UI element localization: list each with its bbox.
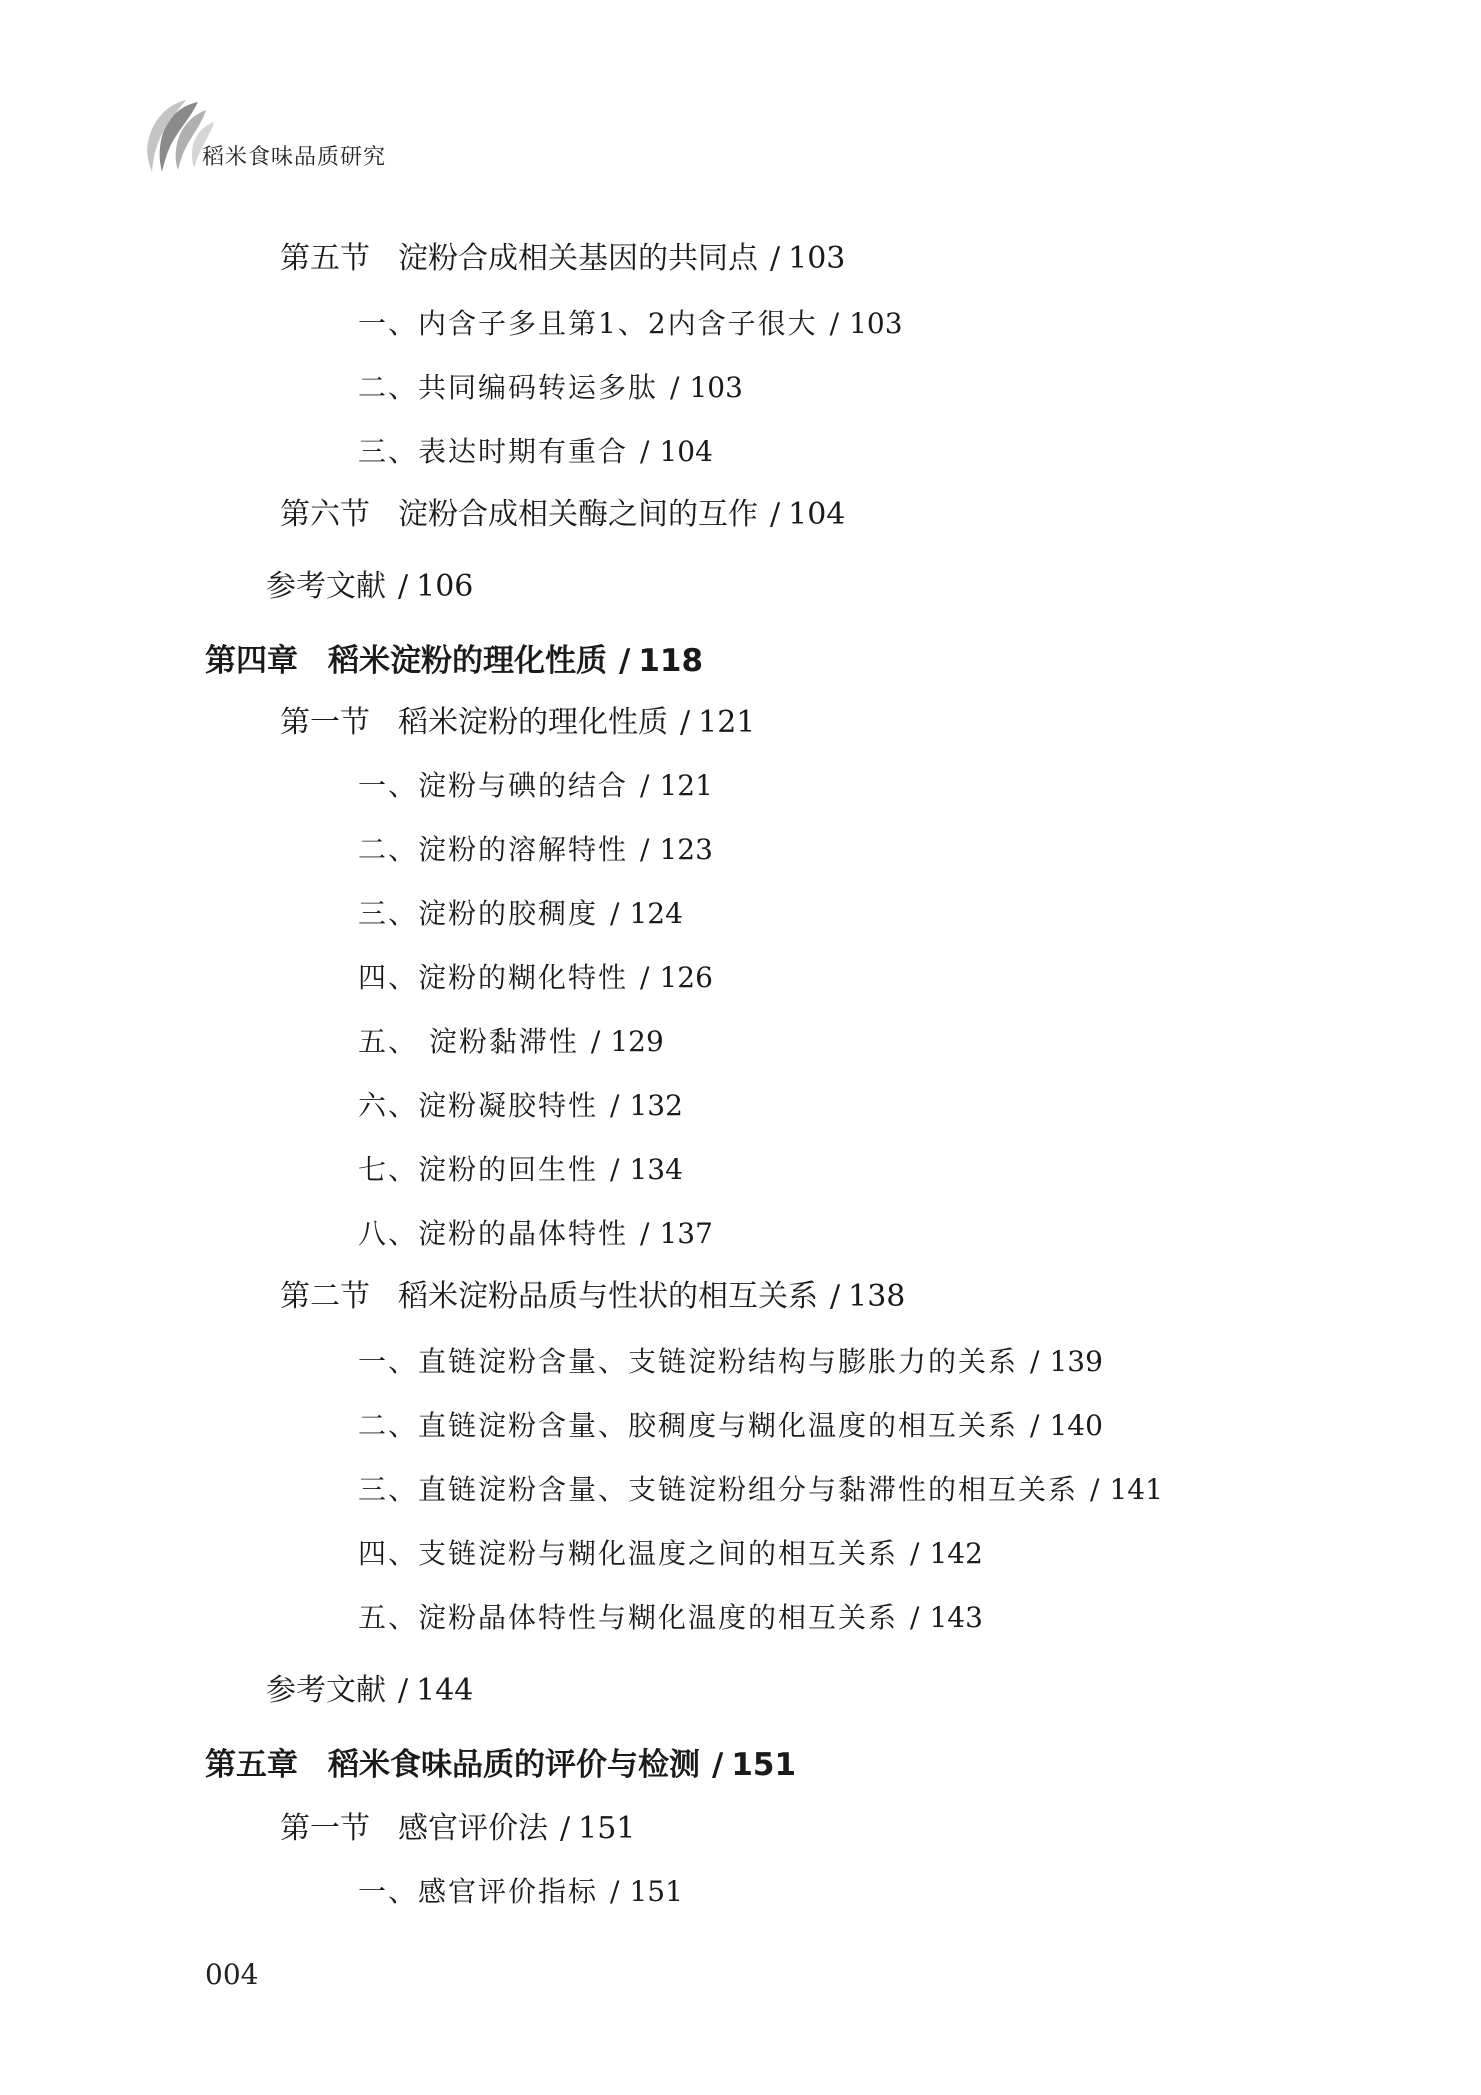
toc-item-entry[interactable] [358, 1409, 1103, 1442]
toc-references-entry[interactable] [266, 1673, 474, 1708]
toc-entry-title: 七、淀粉的回生性 [358, 1153, 599, 1186]
toc-section-entry[interactable] [280, 1279, 906, 1314]
toc-item-entry[interactable] [358, 1217, 713, 1250]
toc-separator: / [1030, 1345, 1042, 1378]
toc-item-entry[interactable] [358, 1875, 683, 1908]
toc-entry-page: 138 [848, 1279, 906, 1314]
toc-separator: / [640, 961, 652, 994]
toc-entry-label: 第五节 [280, 241, 370, 276]
toc-entry-title: 参考文献 [266, 569, 386, 604]
toc-separator: / [640, 1217, 652, 1250]
toc-entry-title: 二、直链淀粉含量、胶稠度与糊化温度的相互关系 [358, 1409, 1019, 1442]
toc-entry-title: 稻米淀粉的理化性质 [398, 705, 668, 740]
toc-references-entry[interactable] [266, 569, 474, 604]
toc-item-entry[interactable] [358, 1153, 683, 1186]
toc-separator: / [619, 643, 631, 679]
toc-entry-page: 151 [731, 1747, 797, 1783]
toc-item-entry[interactable] [358, 435, 713, 468]
toc-item-entry[interactable] [358, 1537, 983, 1570]
toc-entry-title: 淀粉合成相关基因的共同点 [398, 241, 758, 276]
page-number: 004 [205, 1958, 259, 1991]
toc-chapter-entry[interactable] [205, 1747, 797, 1783]
toc-separator: / [770, 497, 781, 532]
toc-entry-title: 淀粉合成相关酶之间的互作 [398, 497, 758, 532]
toc-entry-title: 一、直链淀粉含量、支链淀粉结构与膨胀力的关系 [358, 1345, 1019, 1378]
toc-separator: / [1090, 1473, 1102, 1506]
toc-separator: / [398, 569, 409, 604]
toc-entry-page: 123 [659, 833, 713, 866]
toc-entry-page: 139 [1049, 1345, 1103, 1378]
toc-entry-title: 二、共同编码转运多肽 [358, 371, 659, 404]
running-header-title: 稻米食味品质研究 [202, 145, 387, 170]
toc-entry-page: 104 [659, 435, 713, 468]
toc-separator: / [610, 1153, 622, 1186]
toc-entry-label: 第二节 [280, 1279, 370, 1314]
toc-entry-title: 五、 淀粉黏滞性 [358, 1025, 579, 1058]
toc-entry-page: 141 [1109, 1473, 1163, 1506]
toc-entry-page: 126 [659, 961, 713, 994]
toc-entry-title: 三、表达时期有重合 [358, 435, 629, 468]
toc-entry-page: 121 [698, 705, 756, 740]
toc-item-entry[interactable] [358, 961, 713, 994]
toc-entry-page: 121 [659, 769, 713, 802]
toc-entry-title: 稻米食味品质的评价与检测 [328, 1747, 700, 1783]
toc-separator: / [640, 833, 652, 866]
toc-entry-page: 143 [929, 1601, 983, 1634]
toc-entry-page: 140 [1049, 1409, 1103, 1442]
toc-separator: / [910, 1537, 922, 1570]
toc-entry-label: 第一节 [280, 705, 370, 740]
toc-item-entry[interactable] [358, 769, 713, 802]
toc-item-entry[interactable] [358, 897, 683, 930]
toc-separator: / [590, 1025, 603, 1058]
toc-entry-title: 一、淀粉与碘的结合 [358, 769, 629, 802]
toc-entry-page: 129 [610, 1025, 664, 1058]
toc-entry-title: 参考文献 [266, 1673, 386, 1708]
toc-entry-page: 132 [629, 1089, 683, 1122]
toc-entry-page: 151 [629, 1875, 683, 1908]
toc-entry-title: 八、淀粉的晶体特性 [358, 1217, 629, 1250]
toc-entry-title: 五、淀粉晶体特性与糊化温度的相互关系 [358, 1601, 899, 1634]
toc-item-entry[interactable] [358, 833, 713, 866]
toc-entry-page: 118 [638, 643, 704, 679]
toc-entry-page: 134 [629, 1153, 683, 1186]
toc-entry-page: 104 [788, 497, 846, 532]
toc-entry-page: 103 [689, 371, 743, 404]
toc-entry-title: 四、支链淀粉与糊化温度之间的相互关系 [358, 1537, 899, 1570]
toc-section-entry[interactable] [280, 705, 756, 740]
toc-separator: / [712, 1747, 724, 1783]
toc-entry-title: 二、淀粉的溶解特性 [358, 833, 629, 866]
toc-section-entry[interactable] [280, 497, 846, 532]
toc-entry-title: 一、内含子多且第1、2内含子很大 [358, 307, 818, 340]
toc-entry-title: 感官评价法 [398, 1811, 548, 1846]
toc-separator: / [610, 1089, 622, 1122]
toc-section-entry[interactable] [280, 1811, 636, 1846]
toc-entry-title: 六、淀粉凝胶特性 [358, 1089, 599, 1122]
toc-entry-page: 151 [578, 1811, 636, 1846]
toc-section-entry[interactable] [280, 241, 846, 276]
toc-entry-title: 四、淀粉的糊化特性 [358, 961, 629, 994]
toc-entry-page: 106 [416, 569, 474, 604]
toc-separator: / [610, 1875, 622, 1908]
toc-separator: / [829, 307, 842, 340]
toc-item-entry[interactable] [358, 371, 743, 404]
toc-separator: / [398, 1673, 409, 1708]
toc-entry-label: 第一节 [280, 1811, 370, 1846]
toc-item-entry[interactable] [358, 307, 903, 340]
toc-item-entry[interactable] [358, 1601, 983, 1634]
toc-separator: / [640, 435, 652, 468]
toc-entry-title: 三、淀粉的胶稠度 [358, 897, 599, 930]
toc-item-entry[interactable] [358, 1089, 683, 1122]
toc-separator: / [680, 705, 691, 740]
toc-entry-title: 稻米淀粉的理化性质 [328, 643, 607, 679]
toc-separator: / [1030, 1409, 1042, 1442]
toc-entry-page: 124 [629, 897, 683, 930]
toc-item-entry[interactable] [358, 1473, 1163, 1506]
toc-separator: / [640, 769, 652, 802]
toc-entry-title: 三、直链淀粉含量、支链淀粉组分与黏滞性的相互关系 [358, 1473, 1079, 1506]
toc-entry-page: 144 [416, 1673, 474, 1708]
toc-entry-label: 第五章 [205, 1747, 298, 1783]
toc-entry-page: 137 [659, 1217, 713, 1250]
toc-entry-label: 第四章 [205, 643, 298, 679]
toc-separator: / [910, 1601, 922, 1634]
toc-entry-title: 稻米淀粉品质与性状的相互关系 [398, 1279, 818, 1314]
toc-separator: / [830, 1279, 841, 1314]
toc-entry-page: 142 [929, 1537, 983, 1570]
toc-entry-title: 一、感官评价指标 [358, 1875, 599, 1908]
toc-separator: / [770, 241, 781, 276]
toc-item-entry[interactable] [358, 1345, 1103, 1378]
toc-entry-page: 103 [788, 241, 846, 276]
toc-separator: / [610, 897, 622, 930]
toc-item-entry[interactable] [358, 1025, 664, 1058]
toc-entry-page: 103 [849, 307, 903, 340]
toc-entry-label: 第六节 [280, 497, 370, 532]
toc-separator: / [560, 1811, 571, 1846]
toc-separator: / [670, 371, 682, 404]
toc-chapter-entry[interactable] [205, 643, 704, 679]
